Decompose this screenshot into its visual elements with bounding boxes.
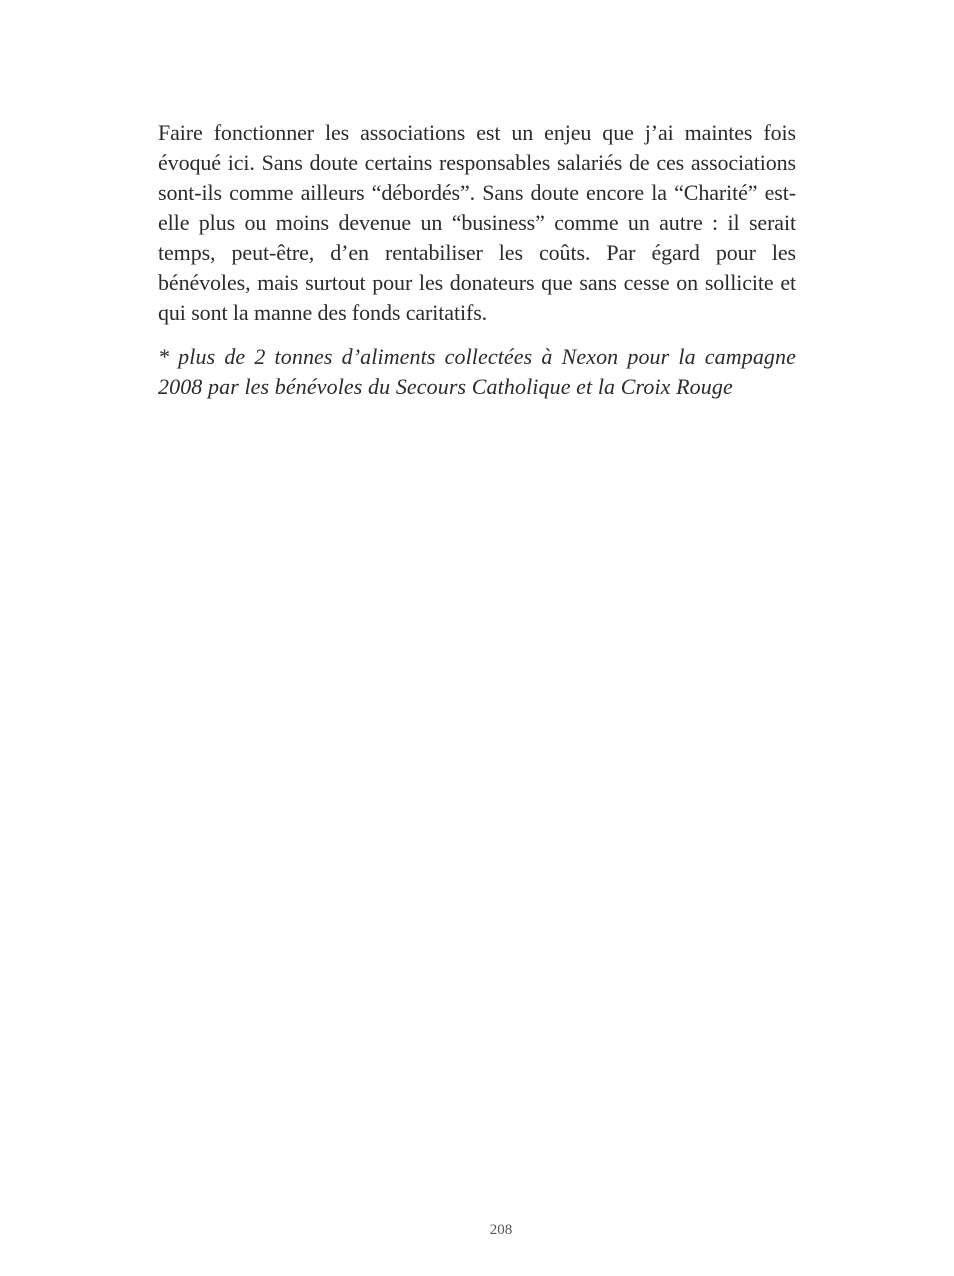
footnote: * plus de 2 tonnes d’aliments collectées à Nexon pour la campagne 2008 par les bénévoles du Secours Catholique et la Croix Rouge <box>158 344 796 399</box>
page-number: 208 <box>489 1222 513 1238</box>
body-paragraph: Faire fonctionner les associations est un enjeu que j’ai maintes fois évoqué ici. Sans doute certains responsables salariés de ces associations sont-ils comme ailleurs “débordés”. Sans doute encore la “Charité” est-elle plus ou moins devenue un “business” comme un autre : il serait temps, peut-être, d’en rentabiliser les coûts. Par égard pour les bénévoles, mais surtout pour les donateurs que sans cesse on sollicite et qui sont la manne des fonds caritatifs. <box>158 120 796 325</box>
text-block <box>158 118 796 402</box>
